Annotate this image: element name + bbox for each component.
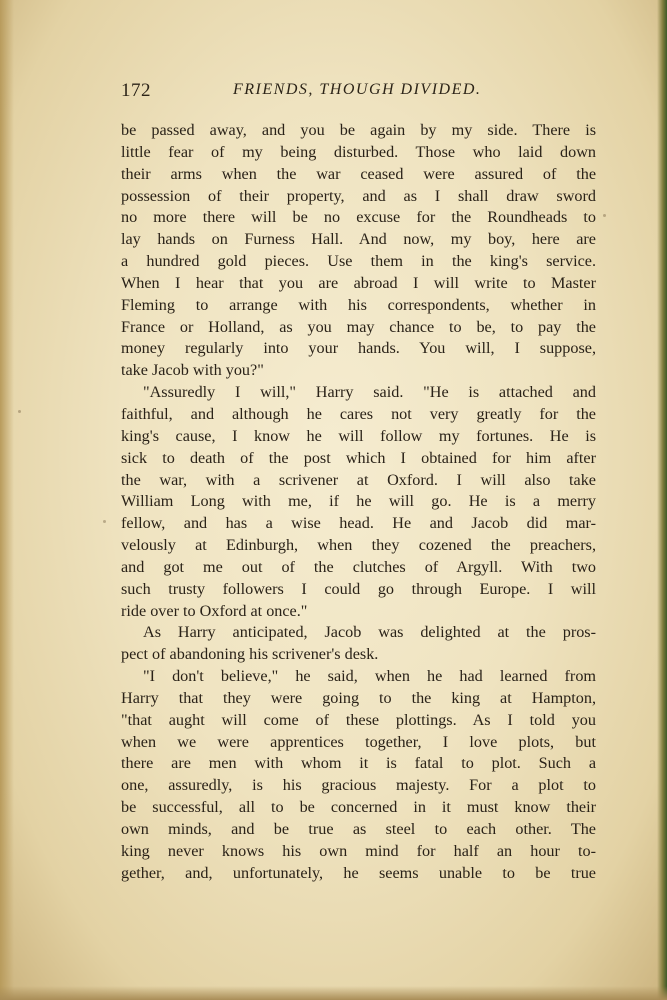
text-line: possession of their property, and as I shall draw sword xyxy=(121,186,596,205)
text-line: own minds, and be true as steel to each other. The xyxy=(121,820,596,838)
text-line: one, assuredly, is his gracious majesty. For a plot to xyxy=(121,776,596,795)
text-line: a hundred gold pieces. Use them in the king's service. xyxy=(121,252,596,271)
text-line: William Long with me, if he will go. He is a merry xyxy=(121,492,596,511)
text-line: the war, with a scrivener at Oxford. I will also take xyxy=(121,470,596,489)
text-line: ride over to Oxford at once." xyxy=(121,601,308,620)
text-line: faithful, and although he cares not very greatly for the xyxy=(121,404,596,423)
page-number: 172 xyxy=(121,80,151,101)
page-edge-shadow-left xyxy=(0,0,14,1000)
text-line: and got me out of the clutches of Argyll. With two xyxy=(121,557,596,576)
page-edge-shadow-right xyxy=(657,0,667,1000)
text-line: their arms when the war ceased were assured of the xyxy=(121,164,596,183)
text-line: "Assuredly I will," Harry said. "He is attached and xyxy=(143,383,596,402)
text-line: king's cause, I know he will follow my fortunes. He is xyxy=(121,426,596,445)
text-line: little fear of my being disturbed. Those who laid down xyxy=(121,142,596,161)
running-head xyxy=(121,80,596,106)
paper-speck xyxy=(18,410,21,413)
text-line: pect of abandoning his scrivener's desk. xyxy=(121,645,379,664)
text-line: gether, and, unfortunately, he seems unable to be true xyxy=(121,863,596,882)
text-line: money regularly into your hands. You will, I suppose, xyxy=(121,339,596,358)
text-line: when we were apprentices together, I love plots, but xyxy=(121,732,596,751)
text-line: no more there will be no excuse for the Roundheads to xyxy=(121,208,596,227)
paper-speck xyxy=(603,214,606,217)
text-line: As Harry anticipated, Jacob was delighted at the pros- xyxy=(143,623,596,642)
text-line: When I hear that you are abroad I will write to Master xyxy=(121,273,596,292)
text-line: such trusty followers I could go through Europe. I will xyxy=(121,579,596,598)
running-title: FRIENDS, THOUGH DIVIDED. xyxy=(233,81,482,98)
text-line: France or Holland, as you may chance to be, to pay the xyxy=(121,317,596,336)
text-line: Harry that they were going to the king at Hampton, xyxy=(121,688,596,707)
text-line: velously at Edinburgh, when they cozened the preachers, xyxy=(121,536,596,555)
text-line: fellow, and has a wise head. He and Jacob did mar- xyxy=(121,514,596,533)
text-line: be passed away, and you be again by my side. There is xyxy=(121,121,596,139)
text-line: be successful, all to be concerned in it must know their xyxy=(121,798,596,817)
text-line: lay hands on Furness Hall. And now, my boy, here are xyxy=(121,230,596,249)
text-line: "I don't believe," he said, when he had learned from xyxy=(143,667,596,686)
text-line: take Jacob with you?" xyxy=(121,361,264,380)
body-text xyxy=(121,120,596,885)
page-edge-shadow-bottom xyxy=(0,986,667,1000)
paper-speck xyxy=(103,520,106,523)
text-line: there are men with whom it is fatal to plot. Such a xyxy=(121,754,596,773)
text-line: king never knows his own mind for half an hour to- xyxy=(121,841,596,860)
text-line: Fleming to arrange with his correspondents, whether in xyxy=(121,295,596,314)
text-line: sick to death of the post which I obtained for him after xyxy=(121,448,596,467)
text-line: "that aught will come of these plottings. As I told you xyxy=(121,710,596,729)
